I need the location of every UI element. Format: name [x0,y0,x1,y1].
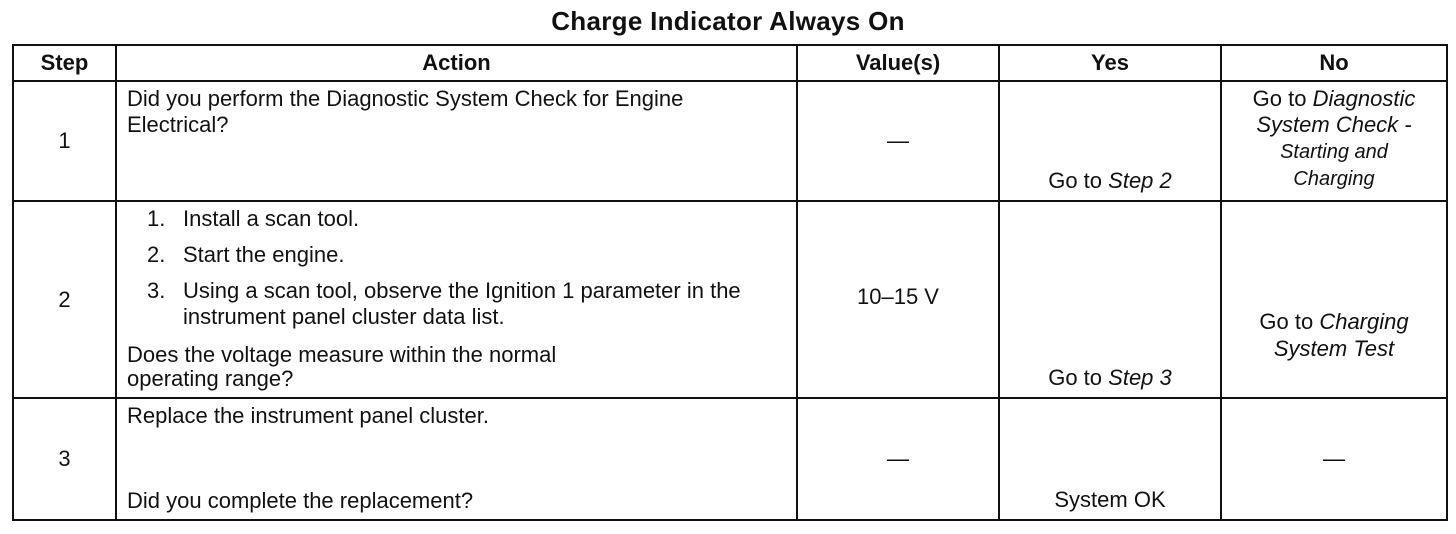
action-step-item [127,278,786,330]
action-cell [116,81,797,201]
header-step: Step [13,45,116,81]
no-prefix: Go to [1259,309,1314,334]
value-text: — [887,128,909,153]
no-link-part[interactable]: Charging [1293,168,1375,190]
action-step-number: 2. [147,242,166,267]
value-cell [797,201,999,398]
action-text: Replace the instrument panel cluster. [127,403,489,428]
action-step-item [127,206,786,232]
diagnostic-table [12,44,1448,521]
header-values: Value(s) [797,45,999,81]
yes-cell [999,398,1221,520]
header-no: No [1221,45,1447,81]
table-row [13,398,1447,520]
yes-text [1000,365,1220,391]
yes-prefix: Go to [1048,365,1103,390]
no-cell [1221,201,1447,398]
table-title: Charge Indicator Always On [551,6,905,36]
yes-text: System OK [1054,487,1166,512]
header-yes: Yes [999,45,1221,81]
no-cell [1221,81,1447,201]
no-link-part[interactable]: Starting and [1280,141,1388,163]
step-cell [13,81,116,201]
step-cell [13,201,116,398]
yes-cell [999,201,1221,398]
no-prefix: Go to [1252,86,1307,111]
action-steps-list [127,206,786,330]
no-text [1222,86,1446,192]
no-text [1222,308,1446,362]
step-number: 3 [58,446,71,471]
header-row [13,45,1447,81]
yes-text [1000,168,1220,194]
value-text: 10–15 V [857,284,939,309]
header-action: Action [116,45,797,81]
action-step-number: 3. [147,278,166,303]
yes-prefix: Go to [1048,168,1103,193]
no-link-part[interactable]: Diagnostic [1312,86,1416,111]
action-step-number: 1. [147,206,166,231]
action-step-text: Install a scan tool. [183,206,360,231]
table-row [13,201,1447,398]
action-text: Did you perform the Diagnostic System Check for Engine Electrical? [127,86,684,137]
action-step-item [127,242,786,268]
action-question: Does the voltage measure within the normal operating range? [127,342,557,391]
no-text: — [1323,446,1345,471]
yes-cell [999,81,1221,201]
yes-step-link[interactable]: Step 2 [1108,168,1172,193]
action-step-text: Start the engine. [183,242,345,267]
step-number: 1 [58,128,71,153]
step-number: 2 [58,286,71,312]
step-cell [13,398,116,520]
value-cell [797,81,999,201]
action-question: Did you complete the replacement? [127,488,474,513]
action-cell [116,398,797,520]
table-row [13,81,1447,201]
value-text: — [887,446,909,471]
no-link-part[interactable]: System Test [1273,336,1395,361]
action-cell [116,201,797,398]
no-link-part[interactable]: System Check - [1256,112,1412,137]
action-step-text: Using a scan tool, observe the Ignition 1 parameter in the instrument panel cluster data list. [183,278,741,329]
no-link-part[interactable]: Charging [1319,309,1409,334]
no-cell [1221,398,1447,520]
value-cell [797,398,999,520]
yes-step-link[interactable]: Step 3 [1108,365,1172,390]
